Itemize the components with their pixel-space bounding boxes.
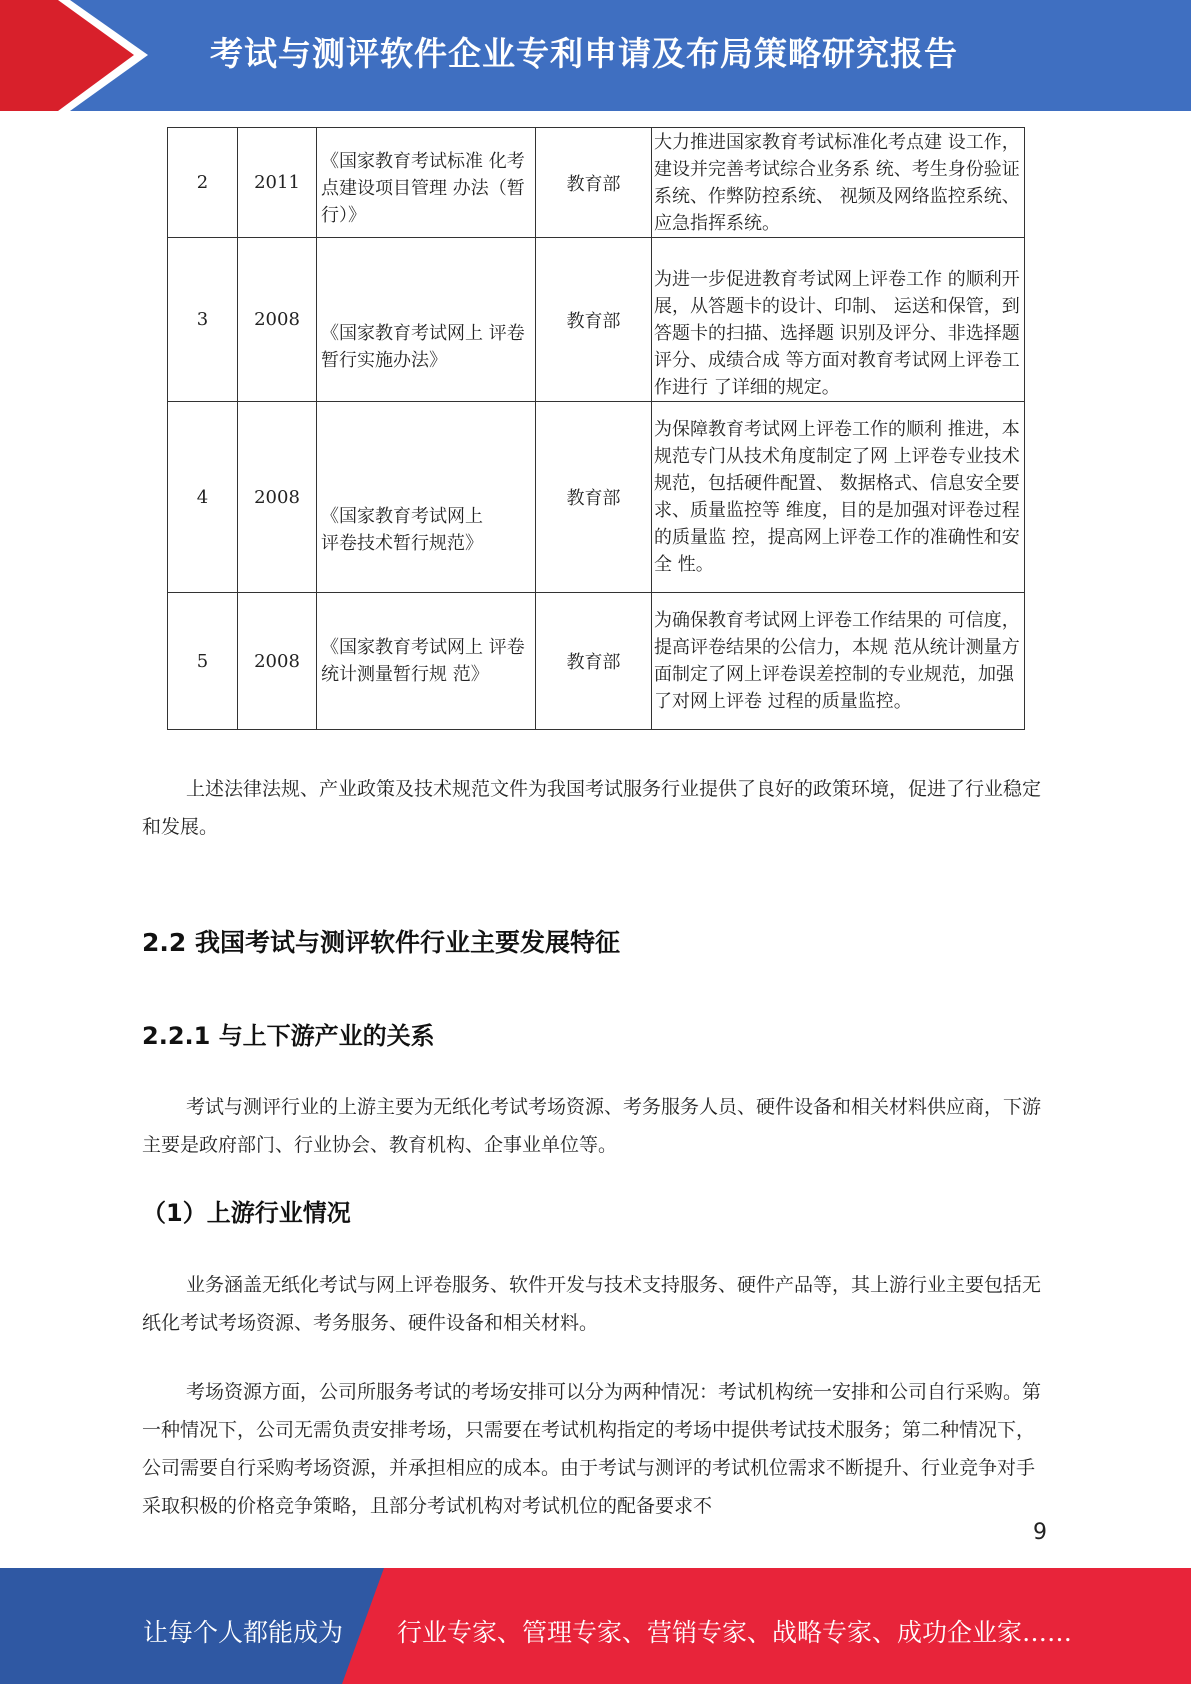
- section-heading-2-2: 2.2 我国考试与测评软件行业主要发展特征: [142, 928, 620, 957]
- row-description: 为保障教育考试网上评卷工作的顺利 推进，本规范专门从技术角度制定了网 上评卷专业技术规范，包括硬件配置、 数据格式、信息安全要求、质量监控等 维度，目的是加强对评卷过程的质量监 控，提高网上评卷工作的准确性和安全 性。: [652, 402, 1025, 593]
- footer-slogan-right: 行业专家、管理专家、营销专家、战略专家、成功企业家……: [397, 1618, 1073, 1647]
- page-header: [0, 0, 1191, 111]
- row-document-title: 《国家教育考试标准 化考点建设项目管理 办法（暂行）》: [317, 128, 536, 238]
- subsection-heading-upstream: （1）上游行业情况: [142, 1199, 351, 1227]
- paragraph-policy-summary: 上述法律法规、产业政策及技术规范文件为我国考试服务行业提供了良好的政策环境，促进了行业稳定和发展。: [142, 778, 1042, 838]
- row-description: 为确保教育考试网上评卷工作结果的 可信度，提高评卷结果的公信力，本规 范从统计测量方面制定了网上评卷误差控制的专业规范，加强了对网上评卷 过程的质量监控。: [652, 593, 1025, 730]
- row-document-title: 《国家教育考试网上 评卷暂行实施办法》: [317, 238, 536, 402]
- report-title: 考试与测评软件企业专利申请及布局策略研究报告: [210, 34, 958, 73]
- row-department: 教育部: [536, 402, 652, 593]
- row-number: 4: [168, 402, 238, 593]
- page-footer: [0, 1568, 1191, 1684]
- row-document-title: 《国家教育考试网上 评卷统计测量暂行规 范》: [317, 593, 536, 730]
- row-year: 2008: [238, 402, 317, 593]
- row-description: 大力推进国家教育考试标准化考点建 设工作，建设并完善考试综合业务系 统、考生身份验证系统、作弊防控系统、 视频及网络监控系统、应急指挥系统。: [652, 128, 1025, 238]
- section-heading-2-2-1: 2.2.1 与上下游产业的关系: [142, 1022, 435, 1050]
- page-number: 9: [1033, 1520, 1047, 1545]
- row-description: 为进一步促进教育考试网上评卷工作 的顺利开展，从答题卡的设计、印制、 运送和保管，到答题卡的扫描、选择题 识别及评分、非选择题评分、成绩合成 等方面对教育考试网上评卷工作进行 了详细的规定。: [652, 238, 1025, 402]
- row-number: 3: [168, 238, 238, 402]
- row-number: 5: [168, 593, 238, 730]
- table-row: [168, 238, 1025, 402]
- row-year: 2008: [238, 593, 317, 730]
- row-number: 2: [168, 128, 238, 238]
- row-department: 教育部: [536, 593, 652, 730]
- row-department: 教育部: [536, 128, 652, 238]
- paragraph-industry-chain: 考试与测评行业的上游主要为无纸化考试考场资源、考务服务人员、硬件设备和相关材料供应商，下游主要是政府部门、行业协会、教育机构、企事业单位等。: [142, 1096, 1042, 1156]
- policy-table: [167, 127, 1025, 730]
- table-row: [168, 128, 1025, 238]
- row-year: 2008: [238, 238, 317, 402]
- paragraph-exam-venue: 考场资源方面，公司所服务考试的考场安排可以分为两种情况：考试机构统一安排和公司自行采购。第一种情况下，公司无需负责安排考场，只需要在考试机构指定的考场中提供考试技术服务；第二种情况下，公司需要自行采购考场资源，并承担相应的成本。由于考试与测评的考试机位需求不断提升、行业竞争对手采取积极的价格竞争策略，且部分考试机构对考试机位的配备要求不: [142, 1381, 1042, 1517]
- table-row: [168, 593, 1025, 730]
- row-year: 2011: [238, 128, 317, 238]
- table-row: [168, 402, 1025, 593]
- paragraph-upstream-business: 业务涵盖无纸化考试与网上评卷服务、软件开发与技术支持服务、硬件产品等，其上游行业主要包括无纸化考试考场资源、考务服务、硬件设备和相关材料。: [142, 1274, 1042, 1334]
- row-document-title: 《国家教育考试网上 评卷技术暂行规范》: [317, 402, 536, 593]
- footer-slogan-left: 让每个人都能成为: [143, 1618, 344, 1647]
- row-department: 教育部: [536, 238, 652, 402]
